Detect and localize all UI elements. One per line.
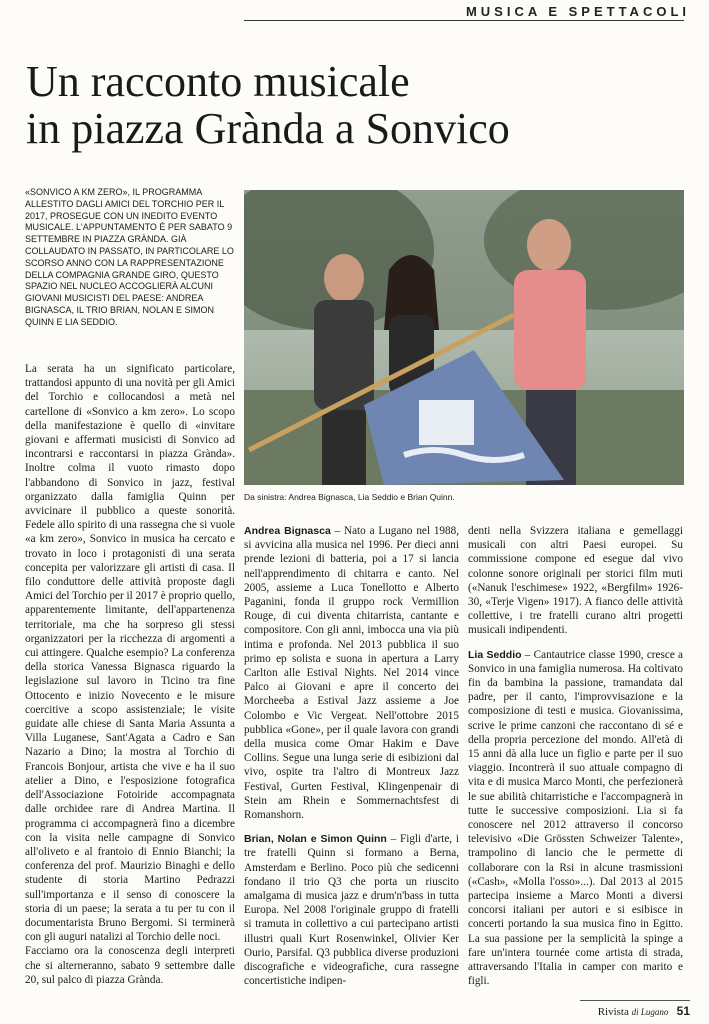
column-1 — [25, 362, 235, 987]
bio-lia — [468, 648, 683, 989]
column-2 — [244, 524, 459, 989]
article-title — [26, 58, 696, 152]
paragraph: Facciamo ora la conoscenza degli interpreti che si alterneranno, sabato 9 settembre dalle 20, sul palco di piazza Grànda. — [25, 945, 235, 986]
title-line-2: in piazza Grànda a Sonvico — [26, 104, 510, 153]
bio-quinn — [244, 832, 459, 988]
bio-quinn-continued: denti nella Svizzera italiana e gemellaggi musicali con altri Paesi europei. Su commissione compone ed esegue dal vivo colonne sonore originali per storici film muti («Nanuk l'eschimese» 1922, «Bergfilm» 1926-30, «Terje Vigen» 1917). A fianco delle attività collettive, i tre fratelli curano altri progetti musicali indipendenti. — [468, 525, 683, 637]
magazine-subname: di Lugano — [631, 1007, 669, 1017]
bio-text: – Nato a Lugano nel 1988, si avvicina alla musica nel 1996. Per dieci anni prende lezioni di batteria, poi a 17 si lancia nell'apprendimento di chitarra e canto. Nel 2005, assieme a Luca Tonellotto e Alberto Paganini, fonda il gruppo rock Vermillion Rouge, di cui diventa chitarrista, cantante e compositore. Con gli anni, imbocca una via più intima e profonda. Nel 2013 pubblica il suo primo ep solista e suona in apertura a Larry Carlton alle Estival Nights. Nel 2014 vince Palco ai Giovani e apre il concerto dei Morcheeba a Estival Jazz assieme a Joe Colombo e Vic Vergeat. Nell'ottobre 2015 pubblica «Gone», per il quale lavora con grandi della musica come Omar Hakim e Dave Collins. Segue una lunga serie di esibizioni dal vivo, ospite tra l'altro di Montreux Jazz Festival, Gurten Festival, Klingenpenair di Stein am Rhein e Sommernachtsfest di Romanshorn. — [244, 525, 459, 822]
bio-text: – Figli d'arte, i tre fratelli Quinn si formano a Berna, Amsterdam e Berlino. Poco più che sedicenni fondano il trio Q3 che porta un riuscito amalgama di musica jazz e drum'n'bass in tutta Europa. Nel 2008 l'originale gruppo di fratelli si tramuta in collettivo a cui partecipano artisti illustri quali Kurt Rosenwinkel, Olivier Ker Ourio, Parsifal. Q3 pubblica diverse produzioni discografiche e videografiche, cura rassegne concertistiche indipen- — [244, 833, 460, 988]
page-number: 51 — [676, 1004, 690, 1018]
bio-name: Andrea Bignasca — [244, 525, 331, 537]
title-line-1: Un racconto musicale — [26, 57, 410, 106]
article-photo — [244, 190, 684, 485]
column-3 — [468, 524, 683, 989]
bio-andrea — [244, 524, 459, 822]
header-rule — [244, 20, 684, 21]
section-header: MUSICA E SPETTACOLI — [465, 4, 690, 19]
magazine-name: Rivista — [597, 1006, 629, 1018]
article-lede: «SONVICO A KM ZERO», IL PROGRAMMA ALLESTITO DAGLI AMICI DEL TORCHIO PER IL 2017, PROSEGUE CON UN INEDITO EVENTO MUSICALE. L'APPUNTAMENTO È PER SABATO 9 SETTEMBRE IN PIAZZA GRÀNDA. GIÀ COLLAUDATO IN PASSATO, IN PARTICOLARE LO SCORSO ANNO CON LA RAPPRESENTAZIONE DELLA COMPAGNIA GRANDE GIRO, QUESTO SPAZIO NEL NUCLEO ACCOGLIERÀ ALCUNI GIOVANI MUSICISTI DEL PAESE: ANDREA BIGNASCA, IL TRIO BRIAN, NOLAN E SIMON QUINN E LIA SEDDIO. — [25, 187, 234, 327]
photo-illustration — [244, 190, 684, 485]
page-footer — [530, 1004, 690, 1018]
bio-text: – Cantautrice classe 1990, cresce a Sonvico in una famiglia numerosa. Ha coltivato fin da bambina la passione, tramandata dal padre, per il canto, l'improvvisazione e la composizione di testi e musica. Giovanissima, scrive le prime canzoni che raccontano di sé e della propria percezione del mondo. All'età di 15 anni dà alla luce un figlio e parte per il suo viaggio. Incontrerà il suo attuale compagno di vita e di musica Marco Monti, che perfezionerà le sue abilità chitarristiche e l'accompagnerà in tutte le successive composizioni. Lia si fa conoscere nel 2012 attraverso il concorso televisivo «Die Grössten Schweizer Talente», trampolino di lancio che le permette di collaborare con la Rsi in alcune trasmissioni («Cash», «Molla l'osso»...). Dal 2013 al 2015 partecipa insieme a Marco Monti a diversi concorsi italiani per autori e si esibisce in concerti portando la sua musica fino in Egitto. La sua passione per la semplicità la spinge a fare un'intera tournée come artista di strada, attraversando l'Italia in camper con marito e figli. — [468, 648, 683, 988]
paragraph: La serata ha un significato particolare, trattandosi appunto di una novità per gli Amici del Torchio e collocandosi a metà nel cartellone di «Sonvico a km zero». Lo scopo della manifestazione è quello di «invitare giovani e affermati musicisti di Sonvico ad incontrarsi e raccontarsi in piazza Grànda». Inoltre colma il vuoto rimasto dopo l'abbandono di Sonvico in jazz, festival organizzato dalla famiglia Quinn per avvicinare il pubblico a queste sonorità. Fedele allo spirito di una rassegna che si vuole «a km zero», Sonvico in musica ha cercato e trovato in loco i protagonisti di una serata concepita per valorizzare gli artisti di casa. Il filo conduttore delle attività proposte dagli Amici del Torchio per il 2017 è proprio quello, apparentemente limitante, dell'appartenenza territoriale, ma che ha sorpreso gli stessi organizzatori per la ricchezza di argomenti a cui attingere. Qualche esempio? La conferenza della storica Vanessa Bignasca riguardo la legislazione sul lavoro in Ticino tra fine Ottocento e inizio Novecento e le misure coercitive a scopo assistenziale; le visite guidate alle chiese di Santa Maria Assunta a Villa Luganese, Sant'Agata a Cadro e San Nazario a Dino; la mostra al Torchio di Francois Bonjour, artista che vive e ha il suo atelier a Dino, e l'esposizione fotografica dell'Associazione Fotoiride accompagnata dalle orchidee rare di Andrea Martina. Il programma ci accompagnerà fino a dicembre con la visita nelle campagne di Sonvico all'oliveto e al frantoio di Ennio Bianchi; la conferenza del prof. Maurizio Binaghi e dello studente di storia Martino Pedrazzi sull'importanza e il senso di conoscere la storia di un paese; la serata a tu per tu con il documentarista Bruno Bergomi. Si terminerà con gli auguri natalizi al Torchio delle noci. — [25, 363, 235, 944]
photo-caption: Da sinistra: Andrea Bignasca, Lia Seddio e Brian Quinn. — [244, 492, 455, 502]
bio-name: Brian, Nolan e Simon Quinn — [244, 833, 387, 846]
bio-name: Lia Seddio — [468, 648, 522, 661]
footer-rule — [580, 1000, 690, 1001]
